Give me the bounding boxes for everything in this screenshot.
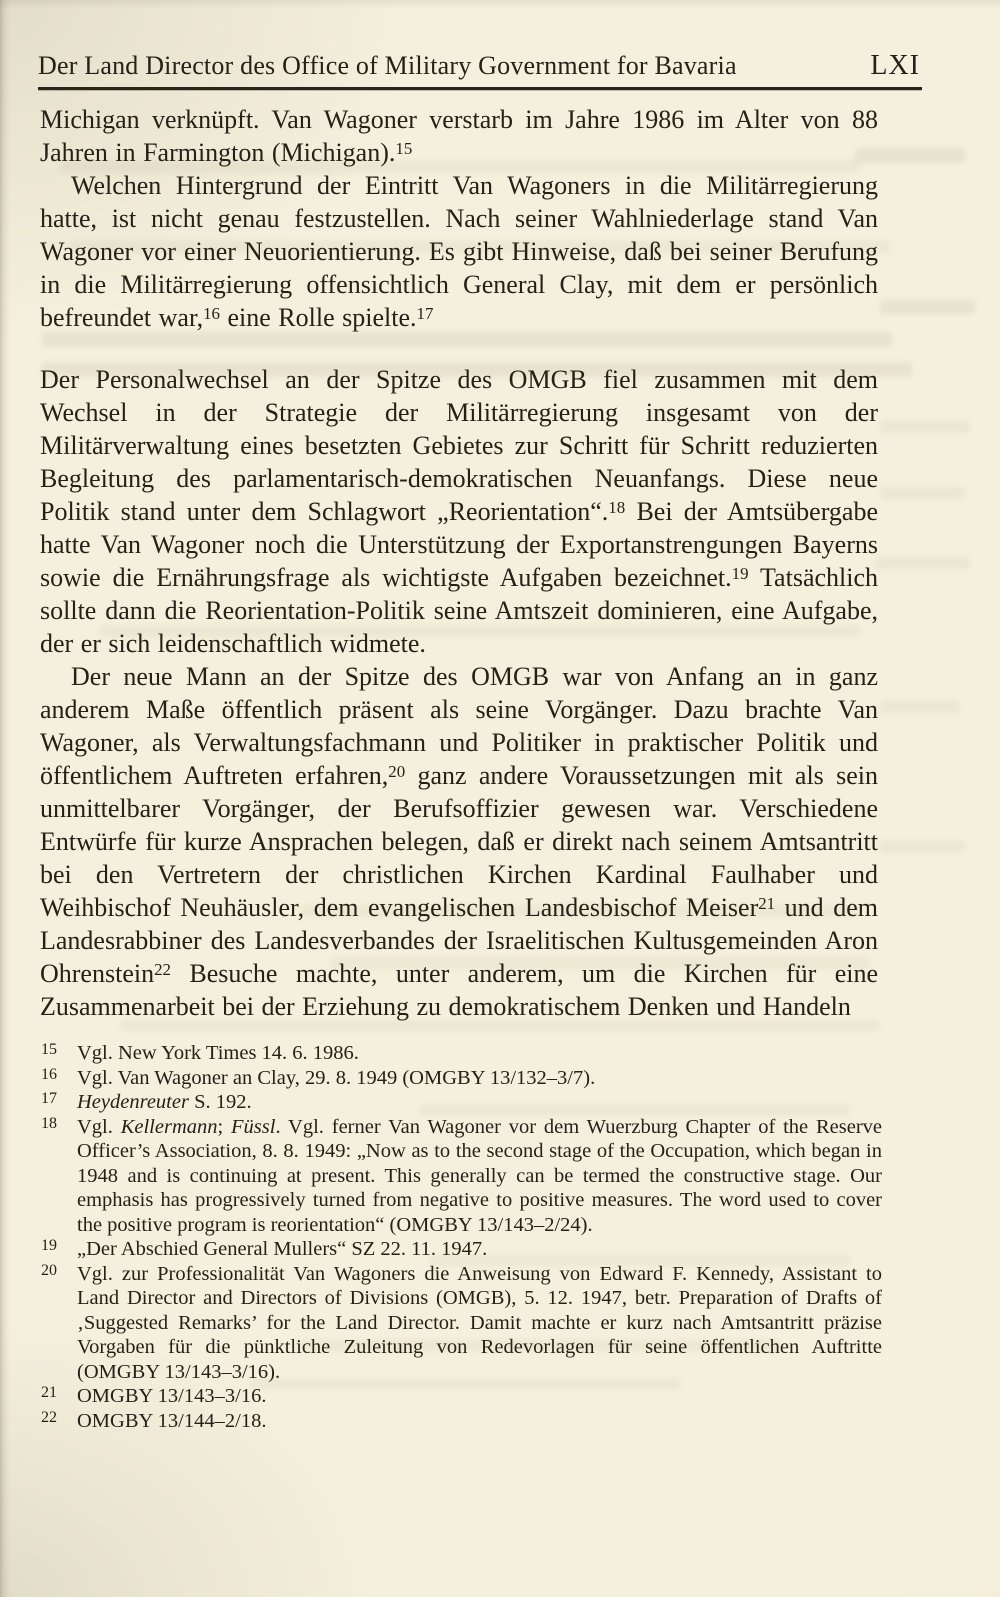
footnote <box>40 1090 882 1115</box>
show-through-artifact <box>880 700 960 713</box>
footnote-text: „Der Abschied General Mullers“ SZ 22. 11. 1947. <box>77 1238 488 1260</box>
header-rule <box>38 87 922 90</box>
footnote-marker: 17 <box>416 303 434 323</box>
footnote-marker: 20 <box>388 761 406 781</box>
page-number: LXI <box>870 50 920 81</box>
body-paragraph: Der neue Mann an der Spitze des OMGB war von Anfang an in ganz anderem Maße öffentlich präsent als seine Vorgänger. Dazu brachte Van Wagoner, als Verwaltungsfachmann und Politiker in praktischer Politik und öffentlichem Auftreten erfahren,$^{20}$ ganz andere Voraussetzungen mit als sein unmittelbarer Vorgänger, der Berufsoffizier gewesen war. Verschiedene Entwürfe für kurze Ansprachen belegen, daß er direkt nach seinem Amtsantritt bei den Vertretern der christlichen Kirchen Kardinal Faulhaber und Weihbischof Neuhäusler, dem evangelischen Landesbischof Meiser$^{21}$ und dem Landesrabbiner des Landesverbandes der Israelitischen Kultusgemeinden Aron Ohrenstein$^{22}$ Besuche machte, unter anderem, um die Kirchen für eine Zusammenarbeit bei der Erziehung zu demokratischem Denken und Handeln <box>40 662 878 1021</box>
footnote <box>40 1041 882 1066</box>
running-head <box>38 50 920 82</box>
body-paragraph: Welchen Hintergrund der Eintritt Van Wagoners in die Militärregierung hatte, ist nicht genau festzustellen. Nach seiner Wahlniederlage stand Van Wagoner vor einer Neuorientierung. Es gibt Hinweise, daß bei seiner Berufung in die Militärregierung offensichtlich General Clay, mit dem er persönlich befreundet war,$^{16}$ eine Rolle spielte.$^{17}$ <box>40 171 878 332</box>
footnote-text: OMGBY 13/144–2/18. <box>77 1409 267 1432</box>
footnote-text: Heydenreuter S. 192. <box>77 1091 252 1113</box>
footnote-number: 15 <box>41 1041 57 1058</box>
footnote-marker: 18 <box>608 497 626 517</box>
footnote-number: 20 <box>41 1261 57 1279</box>
footnote <box>40 1237 882 1262</box>
footnote <box>40 1115 882 1238</box>
footnote <box>40 1384 882 1409</box>
footnote <box>40 1066 882 1091</box>
show-through-artifact <box>880 420 970 433</box>
italic-text: Füssl <box>231 1115 276 1138</box>
footnote-text: Vgl. zur Professionalität Van Wagoners die Anweisung von Edward F. Kennedy, Assistant to Land Director and Directors of Divisions (OMGB), 5. 12. 1947, betr. Preparation of Drafts of ‚Suggested Remarks’ for the Land Director. Damit machte er kurz nach Amtsantritt präzise Vorgaben für die pünktliche Zuleitung von Redevorlagen für seine öffentlichen Auftritte (OMGBY 13/143–3/16). <box>77 1262 882 1383</box>
footnote-text: Vgl. Van Wagoner an Clay, 29. 8. 1949 (OMGBY 13/132–3/7). <box>77 1066 596 1089</box>
body-paragraph: Der Personalwechsel an der Spitze des OMGB fiel zusammen mit dem Wechsel in der Strategie der Militärregierung insgesamt von der Militärverwaltung eines besetzten Gebietes zur Schritt für Schritt reduzierten Begleitung des parlamentarisch-demokratischen Neuanfangs. Diese neue Politik stand unter dem Schlagwort „Reorientation“.$^{18}$ Bei der Amtsübergabe hatte Van Wagoner noch die Unterstützung der Exportanstrengungen Bayerns sowie die Ernährungsfrage als wichtigste Aufgaben bezeichnet.$^{19}$ Tatsächlich sollte dann die Reorientation-Politik seine Amtszeit dominieren, eine Aufgabe, der er sich leidenschaftlich widmete. <box>40 365 879 658</box>
show-through-artifact <box>875 556 970 569</box>
show-through-artifact <box>880 840 965 853</box>
footnote-number: 22 <box>41 1408 57 1426</box>
footnotes <box>40 1041 882 1433</box>
footnote-text: Vgl. Kellermann; Füssl. Vgl. ferner Van Wagoner vor dem Wuerzburg Chapter of the Reserve Officer’s Association, 8. 8. 1949: „Now as to the second stage of the Occupation, which began in 1948 and is continuing at present. This generally can be termed the constructive stage. Our emphasis has progressively turned from negative to positive measures. The word used to cover the positive program is reorientation“ (OMGBY 13/143–2/24). <box>77 1115 883 1236</box>
footnote-number: 17 <box>41 1090 57 1107</box>
footnote-number: 21 <box>41 1384 57 1401</box>
italic-text: Heydenreuter <box>77 1091 189 1113</box>
footnote-marker: 22 <box>154 959 171 979</box>
footnote-text: Vgl. New York Times 14. 6. 1986. <box>77 1042 359 1064</box>
footnote-number: 16 <box>41 1065 57 1083</box>
footnote-marker: 19 <box>731 563 749 583</box>
running-head-title: Der Land Director des Office of Military Government for Bavaria <box>38 51 737 80</box>
footnote-text: OMGBY 13/143–3/16. <box>77 1385 267 1407</box>
footnote-number: 19 <box>41 1237 57 1254</box>
footnote-marker: 16 <box>203 303 220 323</box>
body-paragraph: Michigan verknüpft. Van Wagoner verstarb im Jahre 1986 im Alter von 88 Jahren in Farmington (Michigan).$^{15}$ <box>40 105 878 167</box>
italic-text: Kellermann <box>120 1115 218 1138</box>
footnote-marker: 15 <box>395 138 413 158</box>
show-through-artifact <box>880 487 965 500</box>
show-through-artifact <box>880 300 975 314</box>
body-text <box>40 103 878 1023</box>
footnote <box>40 1262 882 1385</box>
footnote-marker: 21 <box>758 893 776 913</box>
footnote-number: 18 <box>41 1114 57 1132</box>
footnote <box>40 1409 882 1434</box>
